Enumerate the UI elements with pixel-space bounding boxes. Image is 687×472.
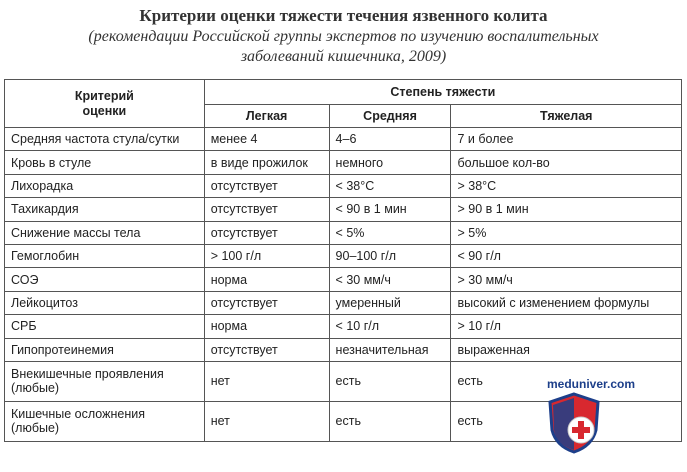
severe-cell: 7 и более: [451, 128, 682, 151]
severe-cell: > 90 в 1 мин: [451, 198, 682, 221]
severe-cell: большое кол-во: [451, 151, 682, 174]
criterion-cell: СОЭ: [5, 268, 205, 291]
criterion-cell: Кровь в стуле: [5, 151, 205, 174]
mild-cell: в виде прожилок: [204, 151, 329, 174]
criterion-cell: Гемоглобин: [5, 244, 205, 267]
mild-cell: отсутствует: [204, 198, 329, 221]
criterion-cell: Тахикардия: [5, 198, 205, 221]
moderate-cell: < 10 г/л: [329, 315, 451, 338]
severe-cell: высокий с изменением формулы: [451, 291, 682, 314]
severe-cell: выраженная: [451, 338, 682, 361]
mild-cell: отсутствует: [204, 291, 329, 314]
criterion-cell: Гипопротеинемия: [5, 338, 205, 361]
table-row: [5, 315, 682, 338]
criterion-line-1: Внекишечные проявления: [11, 367, 164, 382]
mild-cell: нет: [204, 361, 329, 401]
mild-cell: > 100 г/л: [204, 244, 329, 267]
severe-cell: > 30 мм/ч: [451, 268, 682, 291]
moderate-cell: 90–100 г/л: [329, 244, 451, 267]
criterion-cell: СРБ: [5, 315, 205, 338]
mild-cell: отсутствует: [204, 338, 329, 361]
criterion-cell: [5, 401, 205, 441]
table-row: [5, 151, 682, 174]
mild-cell: норма: [204, 268, 329, 291]
criterion-cell: [5, 361, 205, 401]
column-header-severe: Тяжелая: [451, 105, 682, 128]
severe-cell: < 90 г/л: [451, 244, 682, 267]
table-row: [5, 291, 682, 314]
severe-cell: > 38°С: [451, 174, 682, 197]
moderate-cell: < 5%: [329, 221, 451, 244]
moderate-cell: 4–6: [329, 128, 451, 151]
column-header-mild: Легкая: [204, 105, 329, 128]
criterion-cell: Средняя частота стула/сутки: [5, 128, 205, 151]
mild-cell: отсутствует: [204, 174, 329, 197]
page-title: Критерии оценки тяжести течения язвенного колита: [139, 6, 548, 25]
criterion-line-2: (любые): [11, 381, 60, 396]
moderate-cell: немного: [329, 151, 451, 174]
criterion-line-1: Кишечные осложнения: [11, 407, 145, 422]
severe-cell: > 5%: [451, 221, 682, 244]
moderate-cell: < 30 мм/ч: [329, 268, 451, 291]
severity-group-header: Степень тяжести: [204, 80, 681, 105]
table-row: [5, 221, 682, 244]
criterion-cell: Лихорадка: [5, 174, 205, 197]
mild-cell: менее 4: [204, 128, 329, 151]
shield-cross-icon: [548, 392, 600, 454]
moderate-cell: есть: [329, 401, 451, 441]
subtitle-line-1: (рекомендации Российской группы экспертов по изучению воспалительных: [88, 28, 599, 45]
table-row: [5, 268, 682, 291]
table-row: [5, 128, 682, 151]
criterion-cell: Снижение массы тела: [5, 221, 205, 244]
mild-cell: отсутствует: [204, 221, 329, 244]
moderate-cell: умеренный: [329, 291, 451, 314]
subtitle-line-2: заболеваний кишечника, 2009): [240, 48, 447, 65]
criteria-column-header: Критерий оценки: [5, 80, 205, 128]
severe-cell: > 10 г/л: [451, 315, 682, 338]
severe-cell: есть: [451, 401, 682, 441]
mild-cell: нет: [204, 401, 329, 441]
column-header-moderate: Средняя: [329, 105, 451, 128]
moderate-cell: есть: [329, 361, 451, 401]
table-row: [5, 174, 682, 197]
moderate-cell: < 38°С: [329, 174, 451, 197]
page-subtitle: [0, 27, 687, 67]
table-row: [5, 198, 682, 221]
criterion-line-2: (любые): [11, 421, 60, 436]
table-row: [5, 244, 682, 267]
watermark-text: meduniver.com: [547, 377, 636, 391]
severe-cell: есть: [451, 361, 682, 401]
moderate-cell: незначительная: [329, 338, 451, 361]
table-row: [5, 338, 682, 361]
criterion-cell: Лейкоцитоз: [5, 291, 205, 314]
moderate-cell: < 90 в 1 мин: [329, 198, 451, 221]
mild-cell: норма: [204, 315, 329, 338]
